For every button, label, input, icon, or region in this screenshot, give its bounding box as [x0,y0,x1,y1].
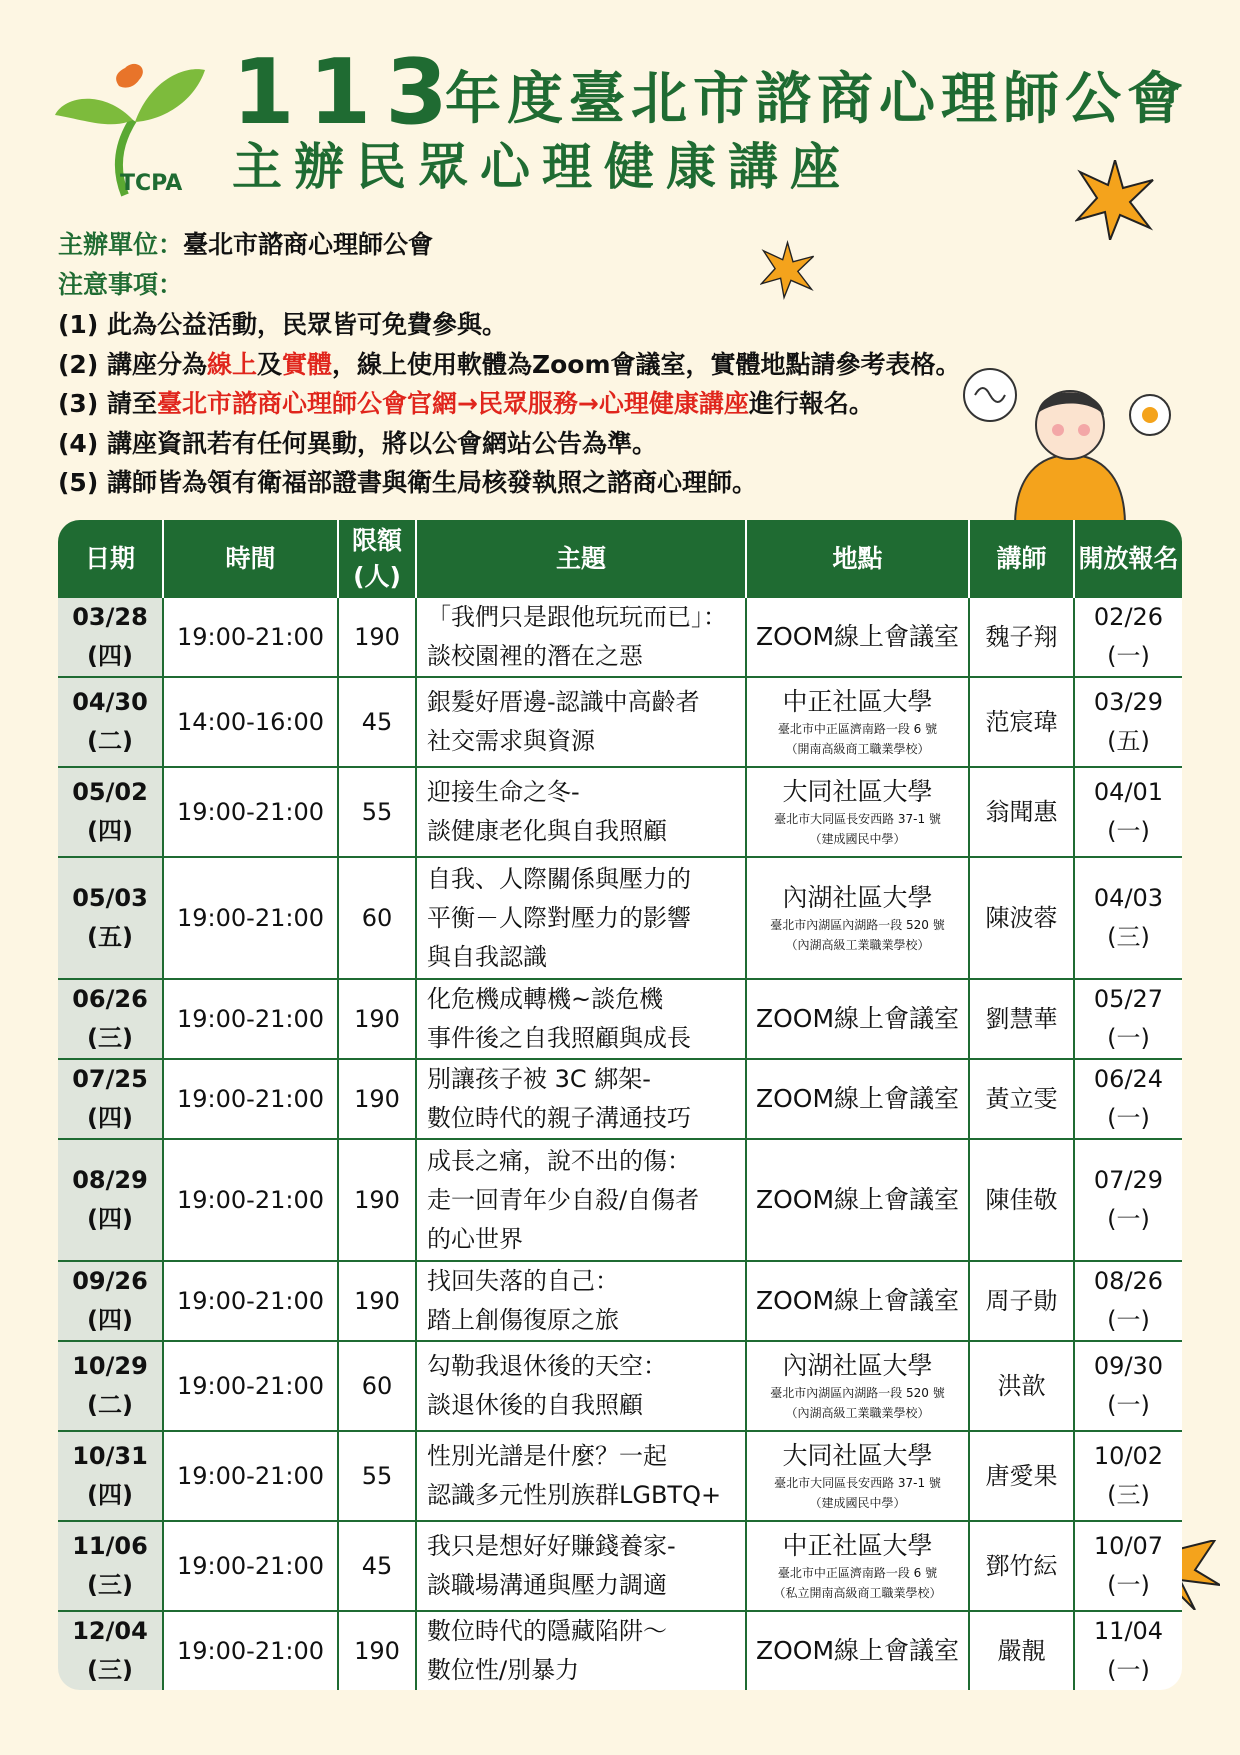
table-header-row [58,520,1182,598]
weekday: (二) [87,727,133,755]
venue-school: （內湖高級工業職業學校） [785,938,930,952]
weekday: (四) [87,642,133,670]
topic-line: 認識多元性別族群LGBTQ+ [427,1481,722,1509]
topic-cell [417,858,747,980]
open-date-value: 11/04 [1093,1617,1164,1645]
star-icon [1075,160,1155,240]
quota-cell: 190 [339,1060,417,1140]
venue-name: 中正社區大學 [782,1531,933,1560]
venue-cell [747,1342,970,1432]
note-item: (4) 講座資訊若有任何異動，將以公會網站公告為準。 [58,428,657,458]
note-item: (3) 請至臺北市諮商心理師公會官網→民眾服務→心理健康講座進行報名。 [58,389,874,418]
header-topic: 主題 [417,520,747,598]
speaker-cell: 陳佳敬 [970,1140,1075,1262]
header-open-date: 開放報名 [1075,520,1182,598]
quota-cell: 45 [339,678,417,768]
speaker-cell: 陳波蓉 [970,858,1075,980]
open-date-cell [1075,980,1182,1060]
date-cell [58,1612,164,1690]
open-weekday: (一) [1107,1306,1150,1334]
date-value: 08/29 [72,1166,148,1194]
time-cell: 19:00-21:00 [164,1060,339,1140]
note-item: (2) 講座分為線上及實體，線上使用軟體為Zoom會議室，實體地點請參考表格。 [58,349,961,379]
speaker-cell: 范宸瑋 [970,678,1075,768]
open-weekday: (一) [1107,1205,1150,1233]
topic-line: 自我、人際關係與壓力的 [427,864,691,893]
venue-school: （私立開南高級商工職業學校） [773,1586,942,1600]
open-date-value: 03/29 [1093,688,1164,716]
topic-cell [417,1140,747,1262]
weekday: (四) [87,1104,133,1132]
topic-line: 走一回青年少自殺/自傷者 [427,1185,700,1214]
venue-address: 臺北市中正區濟南路一段 6 號 [777,1566,938,1580]
weekday: (四) [87,1481,133,1509]
open-weekday: (一) [1107,1391,1150,1419]
speaker-cell: 黃立雯 [970,1060,1075,1140]
weekday: (四) [87,1205,133,1233]
venue-name: 內湖社區大學 [782,1351,933,1380]
speaker-cell: 魏子翔 [970,598,1075,678]
open-date-value: 07/29 [1093,1166,1164,1194]
open-date-cell [1075,678,1182,768]
open-date-cell [1075,1342,1182,1432]
quota-cell: 60 [339,1342,417,1432]
weekday: (五) [87,923,133,951]
date-cell [58,1522,164,1612]
info-block [58,225,433,305]
topic-cell [417,678,747,768]
open-weekday: (一) [1107,1656,1150,1684]
venue-name: ZOOM線上會議室 [755,1286,960,1315]
title-main: 年度臺北市諮商心理師公會 [445,67,1189,132]
topic-line: 事件後之自我照顧與成長 [427,1024,691,1052]
table-row [58,858,1182,980]
time-cell: 14:00-16:00 [164,678,339,768]
speaker-cell: 唐愛果 [970,1432,1075,1522]
venue-name: ZOOM線上會議室 [755,1084,960,1113]
header-venue: 地點 [747,520,970,598]
title-year: 113 [232,40,462,145]
venue-cell [747,1140,970,1262]
date-value: 07/25 [72,1065,148,1093]
topic-cell [417,768,747,858]
venue-cell [747,768,970,858]
topic-line: 勾勒我退休後的天空： [427,1352,667,1380]
table-row [58,598,1182,678]
time-cell: 19:00-21:00 [164,980,339,1060]
open-date-cell [1075,598,1182,678]
quota-cell: 190 [339,1262,417,1342]
open-date-cell [1075,858,1182,980]
venue-cell [747,858,970,980]
venue-name: ZOOM線上會議室 [755,1004,960,1033]
speaker-cell: 鄧竹紜 [970,1522,1075,1612]
open-date-value: 02/26 [1093,603,1164,631]
venue-cell [747,678,970,768]
topic-cell [417,1060,747,1140]
speaker-cell: 翁聞惠 [970,768,1075,858]
date-value: 03/28 [72,603,148,631]
weekday: (四) [87,817,133,845]
quota-cell: 190 [339,598,417,678]
notes-label: 注意事項： [58,270,184,299]
header-speaker: 講師 [970,520,1075,598]
topic-cell [417,1522,747,1612]
venue-name: ZOOM線上會議室 [755,1636,960,1665]
venue-school: （開南高級商工職業學校） [785,742,930,756]
organizer-value: 臺北市諮商心理師公會 [183,230,434,259]
table-row [58,1522,1182,1612]
open-date-cell [1075,1522,1182,1612]
quota-cell: 45 [339,1522,417,1612]
topic-line: 談退休後的自我照顧 [427,1391,643,1419]
date-cell [58,598,164,678]
table-row [58,1262,1182,1342]
venue-cell [747,1522,970,1612]
table-row [58,1432,1182,1522]
date-cell [58,768,164,858]
venue-cell [747,1612,970,1690]
topic-line: 談職場溝通與壓力調適 [427,1571,667,1599]
open-weekday: (一) [1107,1104,1150,1132]
quota-cell: 190 [339,1140,417,1262]
note-item: (5) 講師皆為領有衛福部證書與衛生局核發執照之諮商心理師。 [58,468,757,497]
date-cell [58,1262,164,1342]
quota-cell: 55 [339,1432,417,1522]
topic-line: 數位時代的隱藏陷阱～ [427,1617,667,1645]
date-value: 09/26 [72,1267,148,1295]
time-cell: 19:00-21:00 [164,598,339,678]
tcpa-logo-icon [55,60,205,200]
open-date-cell [1075,1612,1182,1690]
open-weekday: (三) [1107,1481,1150,1509]
date-value: 06/26 [72,985,148,1013]
topic-cell [417,1262,747,1342]
venue-school: （建成國民中學） [809,1496,906,1510]
table-row [58,1060,1182,1140]
quota-cell: 60 [339,858,417,980]
date-cell [58,1140,164,1262]
lecture-schedule-table [58,520,1182,1690]
notes-list [58,305,961,503]
topic-cell [417,980,747,1060]
open-date-cell [1075,1262,1182,1342]
worried-person-illustration [960,355,1180,525]
venue-address: 臺北市大同區長安西路 37-1 號 [774,812,941,826]
topic-line: 銀髮好厝邊-認識中高齡者 [427,688,700,716]
time-cell: 19:00-21:00 [164,1522,339,1612]
venue-cell [747,980,970,1060]
venue-cell [747,1262,970,1342]
topic-line: 與自我認識 [427,942,547,971]
date-cell [58,678,164,768]
header-date: 日期 [58,520,164,598]
open-date-value: 04/01 [1093,778,1164,806]
date-cell [58,1432,164,1522]
table-row [58,1140,1182,1262]
topic-line: 的心世界 [427,1224,523,1253]
date-value: 05/03 [72,884,148,912]
topic-line: 談校園裡的潛在之惡 [427,642,643,670]
topic-line: 化危機成轉機~談危機 [427,985,664,1013]
venue-cell [747,1060,970,1140]
topic-line: 性別光譜是什麼？一起 [427,1442,667,1470]
open-weekday: (一) [1107,1571,1150,1599]
topic-line: 迎接生命之冬- [427,778,580,806]
time-cell: 19:00-21:00 [164,858,339,980]
open-date-value: 06/24 [1093,1065,1164,1093]
venue-address: 臺北市內湖區內湖路一段 520 號 [770,1386,945,1400]
venue-name: 內湖社區大學 [782,883,933,912]
speaker-cell: 洪歆 [970,1342,1075,1432]
topic-line: 數位性/別暴力 [427,1656,580,1684]
note-item: (1) 此為公益活動，民眾皆可免費參與。 [58,310,507,339]
topic-line: 平衡－人際對壓力的影響 [427,903,691,932]
time-cell: 19:00-21:00 [164,768,339,858]
topic-line: 社交需求與資源 [427,727,595,755]
date-value: 04/30 [72,688,148,716]
open-weekday: (三) [1107,923,1150,951]
speaker-cell: 劉慧華 [970,980,1075,1060]
venue-school: （內湖高級工業職業學校） [785,1406,930,1420]
venue-address: 臺北市中正區濟南路一段 6 號 [777,722,938,736]
quota-cell: 55 [339,768,417,858]
topic-line: 談健康老化與自我照顧 [427,817,667,845]
venue-name: 中正社區大學 [782,687,933,716]
open-weekday: (一) [1107,1024,1150,1052]
weekday: (三) [87,1656,133,1684]
topic-cell [417,598,747,678]
table-row [58,1612,1182,1690]
date-cell [58,858,164,980]
open-weekday: (一) [1107,642,1150,670]
topic-line: 「我們只是跟他玩玩而已」： [427,603,727,631]
topic-cell [417,1432,747,1522]
weekday: (三) [87,1024,133,1052]
open-weekday: (一) [1107,817,1150,845]
date-value: 10/29 [72,1352,148,1380]
date-value: 12/04 [72,1617,148,1645]
topic-line: 我只是想好好賺錢養家- [427,1532,676,1560]
venue-cell [747,1432,970,1522]
venue-address: 臺北市內湖區內湖路一段 520 號 [770,918,945,932]
quota-cell: 190 [339,980,417,1060]
open-date-value: 04/03 [1093,884,1164,912]
venue-address: 臺北市大同區長安西路 37-1 號 [774,1476,941,1490]
open-date-value: 10/02 [1093,1442,1164,1470]
topic-line: 數位時代的親子溝通技巧 [427,1104,691,1132]
header-quota: 限額(人) [339,520,417,598]
weekday: (四) [87,1306,133,1334]
organizer-label: 主辦單位： [58,230,184,259]
open-date-cell [1075,1432,1182,1522]
date-cell [58,1060,164,1140]
header-time: 時間 [164,520,339,598]
venue-name: 大同社區大學 [782,777,933,806]
topic-line: 踏上創傷復原之旅 [427,1306,619,1334]
table-row [58,768,1182,858]
date-value: 10/31 [72,1442,148,1470]
date-value: 11/06 [72,1532,148,1560]
topic-line: 找回失落的自己： [427,1267,619,1295]
time-cell: 19:00-21:00 [164,1432,339,1522]
open-weekday: (五) [1107,727,1150,755]
topic-cell [417,1612,747,1690]
table-row [58,678,1182,768]
time-cell: 19:00-21:00 [164,1342,339,1432]
weekday: (三) [87,1571,133,1599]
weekday: (二) [87,1391,133,1419]
time-cell: 19:00-21:00 [164,1612,339,1690]
venue-school: （建成國民中學） [809,832,906,846]
date-value: 05/02 [72,778,148,806]
open-date-value: 08/26 [1093,1267,1164,1295]
venue-name: ZOOM線上會議室 [755,622,960,651]
open-date-cell [1075,1140,1182,1262]
table-row [58,980,1182,1060]
open-date-value: 05/27 [1093,985,1164,1013]
time-cell: 19:00-21:00 [164,1140,339,1262]
quota-cell: 190 [339,1612,417,1690]
date-cell [58,1342,164,1432]
topic-line: 成長之痛，說不出的傷： [427,1146,691,1175]
star-icon [760,240,815,300]
date-cell [58,980,164,1060]
logo-text: TCPA [120,171,183,196]
venue-cell [747,598,970,678]
venue-name: 大同社區大學 [782,1441,933,1470]
topic-line: 別讓孩子被 3C 綁架- [427,1065,651,1093]
open-date-cell [1075,768,1182,858]
title-sub: 主辦民眾心理健康講座 [232,138,852,196]
open-date-value: 10/07 [1093,1532,1164,1560]
topic-cell [417,1342,747,1432]
table-row [58,1342,1182,1432]
open-date-value: 09/30 [1093,1352,1164,1380]
venue-name: ZOOM線上會議室 [755,1185,960,1214]
speaker-cell: 嚴靚 [970,1612,1075,1690]
open-date-cell [1075,1060,1182,1140]
time-cell: 19:00-21:00 [164,1262,339,1342]
speaker-cell: 周子勛 [970,1262,1075,1342]
